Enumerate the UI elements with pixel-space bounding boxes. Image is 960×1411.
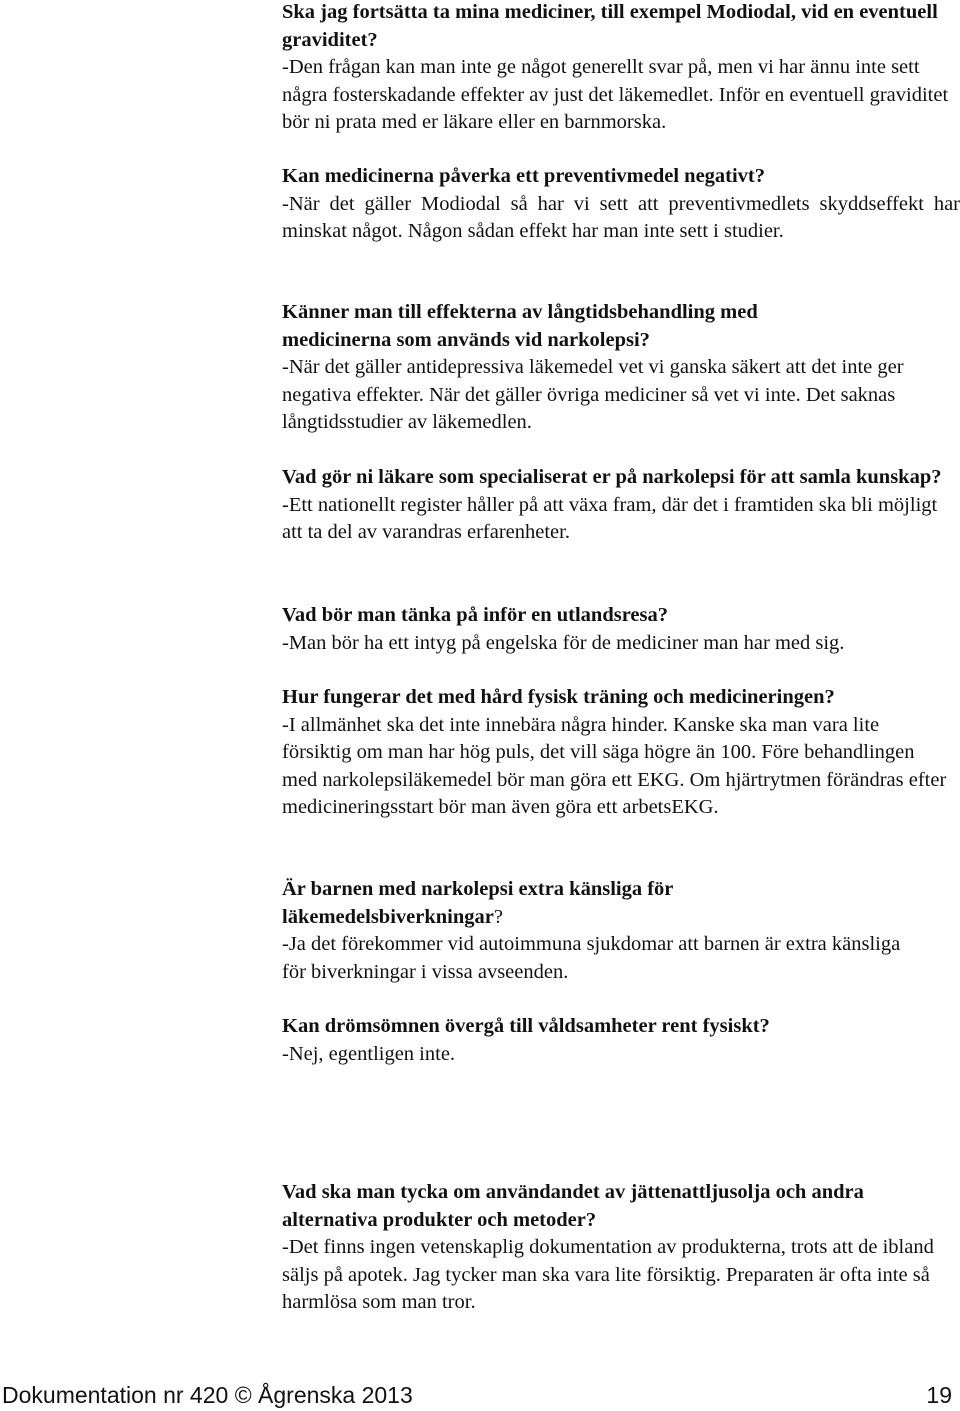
section-answer: -Ja det förekommer vid autoimmuna sjukdomar att barnen är extra känsliga för biverkningar i vissa avseenden.: [282, 933, 901, 983]
qa-section-training: [282, 684, 960, 822]
section-answer: -Det finns ingen vetenskaplig dokumentation av produkterna, trots att de ibland säljs på apotek. Jag tycker man ska vara lite försiktig. Preparaten är ofta inte så harmlösa som man tror.: [282, 1236, 934, 1313]
section-question: Kan medicinerna påverka ett preventivmedel negativt?: [282, 165, 766, 187]
qa-section-dream-sleep: [282, 1013, 960, 1068]
qa-section-specialists: [282, 464, 960, 547]
section-question: Vad ska man tycka om användandet av jättenattljusolja och andra alternativa produkter och metoder?: [282, 1181, 864, 1231]
section-answer: -När det gäller Modiodal så har vi sett att preventivmedlets skyddseffekt har minskat något. Någon sådan effekt har man inte sett i studier.: [282, 192, 960, 242]
qa-section-alternative-products: [282, 1179, 960, 1317]
section-question: Kan drömsömnen övergå till våldsamheter rent fysiskt?: [282, 1015, 770, 1037]
section-question: Vad bör man tänka på inför en utlandsresa?: [282, 604, 668, 626]
section-question: Ska jag fortsätta ta mina mediciner, till exempel Modiodal, vid en eventuell graviditet?: [282, 1, 938, 51]
qa-section-travel: [282, 602, 960, 657]
section-answer: -Ett nationellt register håller på att växa fram, där det i framtiden ska bli möjligt att ta del av varandras erfarenheter.: [282, 493, 938, 543]
section-answer: -I allmänhet ska det inte innebära några hinder. Kanske ska man vara lite försiktig om man har hög puls, det vill säga högre än 100. Före behandlingen med narkolepsiläkemedel bör man göra ett EKG. Om hjärtrytmen förändras efter medicineringsstart bör man även göra ett arbetsEKG.: [282, 713, 947, 818]
footer-publication: Dokumentation nr 420 © Ågrenska 2013: [2, 1382, 413, 1408]
section-answer: -Man bör ha ett intyg på engelska för de mediciner man har med sig.: [282, 631, 845, 654]
question-text: Är barnen med narkolepsi extra känsliga för läkemedelsbiverkningar: [282, 878, 674, 928]
qa-section-long-term-treatment: [282, 299, 960, 437]
section-question: Vad gör ni läkare som specialiserat er på narkolepsi för att samla kunskap?: [282, 466, 942, 488]
section-answer: -När det gäller antidepressiva läkemedel vet vi ganska säkert att det inte ger negativa effekter. När det gäller övriga mediciner så vet vi inte. Det saknas långtidsstudier av läkemedlen.: [282, 356, 904, 433]
qa-section-children: [282, 876, 960, 986]
section-question: [282, 876, 882, 931]
section-question: Hur fungerar det med hård fysisk träning och medicineringen?: [282, 686, 835, 708]
qa-section-contraceptive: [282, 163, 960, 246]
qa-section-pregnancy: [282, 0, 960, 137]
section-answer: -Den frågan kan man inte ge något generellt svar på, men vi har ännu inte sett några fosterskadande effekter av just det läkemedlet. Inför en eventuell graviditet bör ni prata med er läkare eller en barnmorska.: [282, 56, 949, 133]
section-answer: -Nej, egentligen inte.: [282, 1042, 456, 1065]
page-number: 19: [926, 1382, 952, 1408]
question-mark: ?: [493, 905, 503, 928]
section-question: Känner man till effekterna av långtidsbehandling med medicinerna som används vid narkolepsi?: [282, 301, 758, 351]
